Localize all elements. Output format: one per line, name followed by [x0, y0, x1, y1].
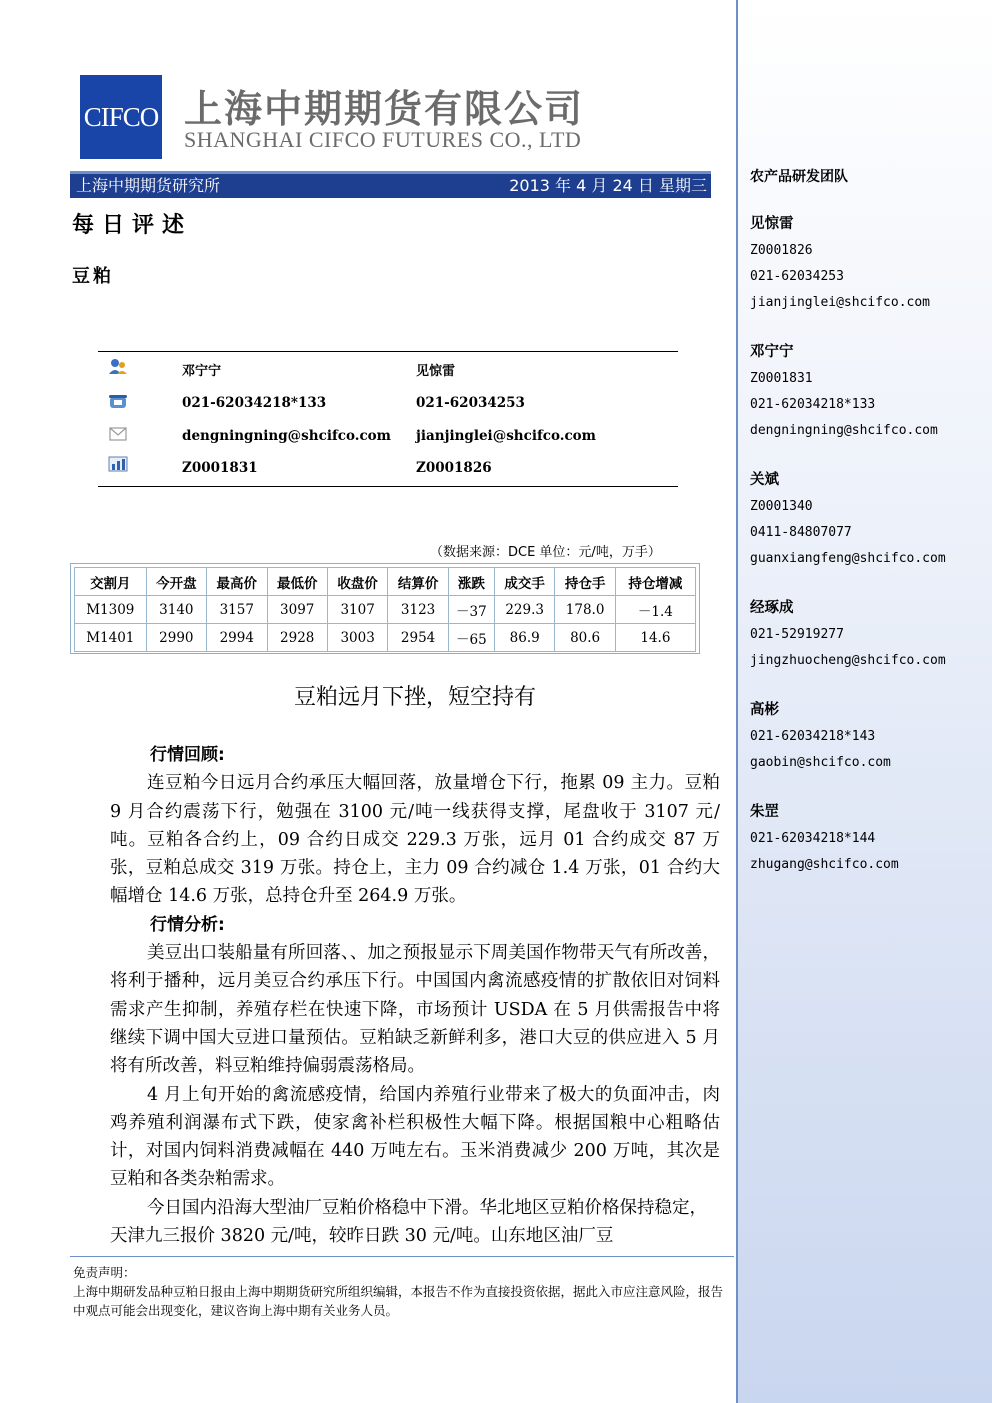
analyst-block	[98, 351, 678, 487]
quote-col-header: 最低价	[267, 568, 327, 596]
analysis-paragraph: 4 月上旬开始的禽流感疫情，给国内养殖行业带来了极大的负面冲击，肉鸡养殖利润瀑布式下跌，使家禽补栏积极性大幅下降。根据国粮中心粗略估计，对国内饲料消费减幅在 440 万吨左右。玉米消费减少 200 万吨，其次是豆粕和各类杂粕需求。	[110, 1084, 720, 1190]
team-contact-detail: 021-62034218*143	[750, 729, 876, 744]
logo-text: CIFCO	[83, 101, 159, 132]
disclaimer-text: 上海中期研发品种豆粕日报由上海中期期货研究所组织编辑，本报告不作为直接投资依据，据此入市应注意风险，报告中观点可能会出现变化，建议咨询上海中期有关业务人员。	[73, 1284, 724, 1318]
quote-cell: 3097	[267, 596, 327, 624]
quote-header-row	[75, 568, 696, 596]
quote-cell: 178.0	[555, 596, 615, 624]
quote-cell: 3157	[207, 596, 267, 624]
analyst-1-license: Z0001831	[182, 460, 258, 476]
article-headline: 豆粕远月下挫，短空持有	[293, 685, 536, 710]
quote-cell: 3107	[327, 596, 387, 624]
report-title: 每日评述	[72, 213, 193, 238]
team-contact-detail: Z0001831	[750, 371, 813, 386]
report-date: 2013 年 4 月 24 日 星期三	[509, 176, 707, 195]
quote-cell: －65	[448, 624, 494, 652]
analysis-paragraph: 美豆出口装船量有所回落、、加之预报显示下周美国作物带天气有所改善，将利于播种，远月美豆合约承压下行。中国国内禽流感疫情的扩散依旧对饲料需求产生抑制，养殖存栏在快速下降，市场预计 USDA 在 5 月供需报告中将继续下调中国大豆进口量预估。豆粕缺乏新鲜利多，港口大豆的供应进入 5 月将有所改善，料豆粕维持偏弱震荡格局。	[110, 943, 720, 1077]
analyst-2-phone: 021-62034253	[416, 395, 525, 411]
team-contact	[750, 210, 986, 316]
review-heading: 行情回顾:	[150, 745, 225, 765]
quote-row	[75, 596, 696, 624]
quote-col-header: 涨跌	[448, 568, 494, 596]
quote-col-header: 持仓手	[555, 568, 615, 596]
analysis-paragraph: 今日国内沿海大型油厂豆粕价格稳中下滑。华北地区豆粕价格保持稳定，天津九三报价 3820 元/吨，较昨日跌 30 元/吨。山东地区油厂豆	[110, 1197, 707, 1247]
team-contact-name: 关斌	[750, 472, 779, 488]
footer-divider	[70, 1256, 734, 1257]
analyst-2-name: 见惊雷	[416, 364, 456, 379]
quote-cell: M1401	[75, 624, 147, 652]
quote-cell: 3140	[146, 596, 206, 624]
data-source-note: （数据来源：DCE 单位：元/吨，万手）	[430, 545, 661, 560]
team-contact-detail: 0411-84807077	[750, 525, 852, 540]
team-name: 农产品研发团队	[750, 169, 848, 185]
team-contact-detail: Z0001826	[750, 243, 813, 258]
team-contact-email[interactable]: guanxiangfeng@shcifco.com	[750, 551, 946, 566]
contact-sidebar	[736, 0, 992, 1403]
quote-col-header: 持仓增减	[615, 568, 695, 596]
quote-cell: 86.9	[494, 624, 554, 652]
quote-cell: M1309	[75, 596, 147, 624]
quote-table-frame	[70, 563, 700, 654]
quote-cell: 229.3	[494, 596, 554, 624]
analyst-2-license: Z0001826	[416, 460, 492, 476]
phone-icon	[108, 394, 128, 410]
team-contact-email[interactable]: zhugang@shcifco.com	[750, 857, 899, 872]
institute-name: 上海中期期货研究所	[76, 176, 221, 195]
analysis-heading: 行情分析:	[150, 914, 225, 935]
email-icon	[108, 426, 128, 442]
disclaimer-title: 免责声明：	[73, 1265, 136, 1280]
quote-cell: 80.6	[555, 624, 615, 652]
analyst-2-email[interactable]: jianjinglei@shcifco.com	[416, 428, 596, 444]
team-contact	[750, 466, 986, 572]
team-contact	[750, 696, 986, 776]
company-name-cn: 上海中期期货有限公司	[184, 87, 585, 131]
team-contact-email[interactable]: gaobin@shcifco.com	[750, 755, 891, 770]
quote-cell: 2954	[388, 624, 448, 652]
analyst-1-phone: 021-62034218*133	[182, 395, 327, 411]
team-contact	[750, 798, 986, 878]
team-contact-name: 邓宁宁	[750, 344, 794, 360]
analyst-1-name: 邓宁宁	[182, 364, 222, 379]
quote-col-header: 收盘价	[327, 568, 387, 596]
company-logo	[80, 75, 162, 159]
quote-cell: 2990	[146, 624, 206, 652]
quote-cell: －37	[448, 596, 494, 624]
team-contact	[750, 594, 986, 674]
team-contact-email[interactable]: dengningning@shcifco.com	[750, 423, 938, 438]
person-icon	[108, 358, 128, 374]
team-contact-list	[750, 210, 986, 878]
team-contact-email[interactable]: jingzhuocheng@shcifco.com	[750, 653, 946, 668]
team-contact-name: 高彬	[750, 702, 779, 718]
team-contact-detail: 021-62034218*144	[750, 831, 876, 846]
quote-cell: 3003	[327, 624, 387, 652]
quote-cell: 2994	[207, 624, 267, 652]
quote-cell: 3123	[388, 596, 448, 624]
quote-cell: 14.6	[615, 624, 695, 652]
quote-cell: 2928	[267, 624, 327, 652]
quote-col-header: 结算价	[388, 568, 448, 596]
quote-col-header: 最高价	[207, 568, 267, 596]
company-name-en: SHANGHAI CIFCO FUTURES CO., LTD	[184, 127, 582, 152]
header-bar	[70, 171, 711, 198]
analyst-1-email[interactable]: dengningning@shcifco.com	[182, 428, 391, 444]
team-contact-detail: 021-52919277	[750, 627, 844, 642]
article-body	[110, 741, 720, 1250]
team-contact-name: 见惊雷	[750, 216, 794, 232]
team-contact-name: 朱罡	[750, 804, 779, 820]
team-contact-detail: 021-62034218*133	[750, 397, 876, 412]
quote-col-header: 今开盘	[146, 568, 206, 596]
team-contact	[750, 338, 986, 444]
product-name: 豆粕	[72, 266, 114, 287]
quote-row	[75, 624, 696, 652]
team-contact-detail: Z0001340	[750, 499, 813, 514]
quote-col-header: 成交手	[494, 568, 554, 596]
quote-cell: －1.4	[615, 596, 695, 624]
team-contact-name: 经琢成	[750, 600, 794, 616]
team-contact-email[interactable]: jianjinglei@shcifco.com	[750, 295, 931, 310]
disclaimer	[73, 1263, 723, 1320]
chart-icon	[108, 456, 128, 472]
review-paragraph: 连豆粕今日远月合约承压大幅回落，放量增仓下行，拖累 09 主力。豆粕 9 月合约震荡下行，勉强在 3100 元/吨一线获得支撑，尾盘收于 3107 元/吨。豆粕各合约上，09 合约日成交 229.3 万张，远月 01 合约成交 87 万张，豆粕总成交 319 万张。持仓上，主力 09 合约减仓 1.4 万张，01 合约大幅增仓 14.6 万张，总持仓升至 264.9 万张。	[110, 773, 720, 907]
quote-col-header: 交割月	[75, 568, 147, 596]
quote-table	[74, 567, 696, 652]
team-contact-detail: 021-62034253	[750, 269, 844, 284]
